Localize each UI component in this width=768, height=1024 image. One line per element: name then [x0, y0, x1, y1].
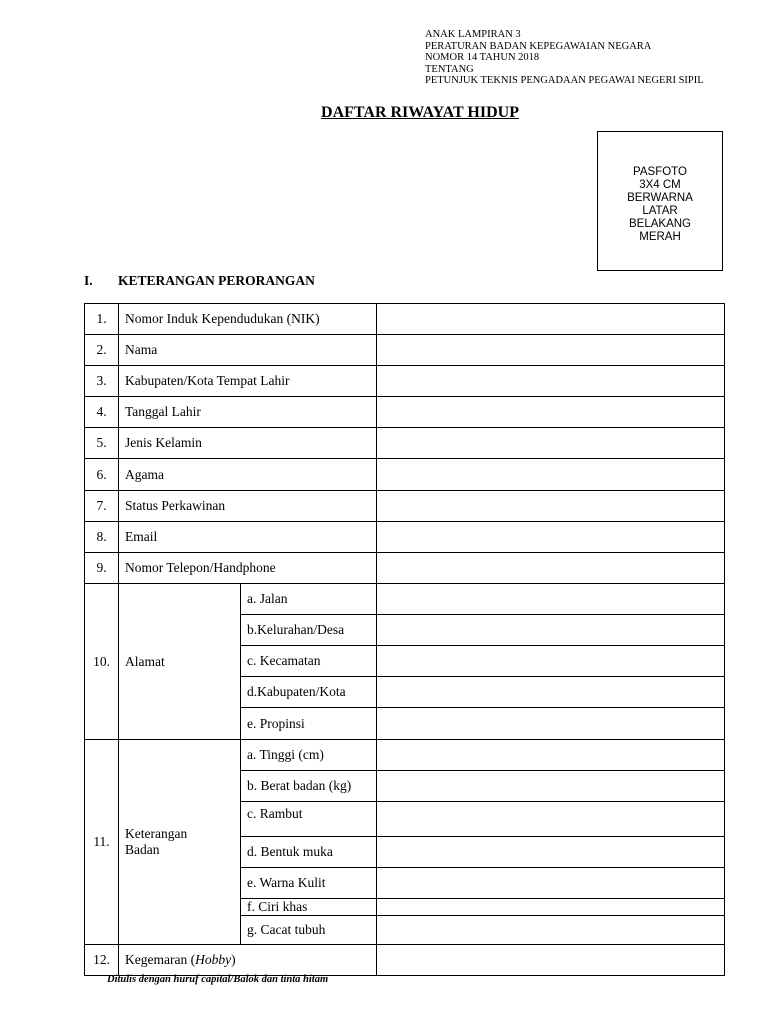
table-row	[85, 459, 725, 491]
row-number: 7.	[85, 491, 119, 522]
photo-text: BERWARNA	[627, 192, 693, 204]
value-field[interactable]	[377, 899, 725, 916]
value-field[interactable]	[377, 304, 725, 335]
table-row	[85, 553, 725, 584]
table-row	[85, 491, 725, 522]
row-label: Jenis Kelamin	[119, 428, 377, 459]
photo-text: PASFOTO	[633, 166, 687, 178]
value-field[interactable]	[377, 916, 725, 945]
sub-label: b. Berat badan (kg)	[241, 771, 377, 802]
sub-label: c. Rambut	[241, 802, 377, 837]
row-number: 8.	[85, 522, 119, 553]
sub-label: g. Cacat tubuh	[241, 916, 377, 945]
value-field[interactable]	[377, 553, 725, 584]
row-number: 4.	[85, 397, 119, 428]
table-row	[85, 304, 725, 335]
row-label	[119, 740, 241, 945]
row-number: 2.	[85, 335, 119, 366]
row-label-text: )	[231, 952, 236, 967]
footer-note: Ditulis dengan huruf capital/Balok dan tinta hitam	[107, 974, 329, 985]
value-field[interactable]	[377, 945, 725, 976]
table-row	[85, 584, 725, 615]
table-row	[85, 366, 725, 397]
row-label	[119, 945, 377, 976]
table-row	[85, 945, 725, 976]
photo-text: 3X4 CM	[639, 179, 681, 191]
page-title: DAFTAR RIWAYAT HIDUP	[321, 104, 519, 121]
sub-label: b.Kelurahan/Desa	[241, 615, 377, 646]
row-label-line: Badan	[125, 842, 160, 857]
photo-text: LATAR	[642, 205, 678, 217]
row-label-text: Kegemaran (	[125, 952, 196, 967]
sub-label: e. Warna Kulit	[241, 868, 377, 899]
sub-label: d.Kabupaten/Kota	[241, 677, 377, 708]
row-number: 3.	[85, 366, 119, 397]
value-field[interactable]	[377, 366, 725, 397]
row-number: 11.	[85, 740, 119, 945]
header-line: ANAK LAMPIRAN 3	[425, 29, 521, 40]
value-field[interactable]	[377, 335, 725, 366]
table-row	[85, 397, 725, 428]
value-field[interactable]	[377, 397, 725, 428]
photo-text: BELAKANG	[629, 218, 691, 230]
section-title: KETERANGAN PERORANGAN	[118, 273, 315, 288]
row-label-italic: Hobby	[195, 952, 232, 967]
value-field[interactable]	[377, 868, 725, 899]
value-field[interactable]	[377, 459, 725, 491]
value-field[interactable]	[377, 522, 725, 553]
row-label: Alamat	[119, 584, 241, 740]
value-field[interactable]	[377, 491, 725, 522]
row-number: 1.	[85, 304, 119, 335]
section-heading	[84, 273, 315, 289]
sub-label: c. Kecamatan	[241, 646, 377, 677]
row-label: Nomor Telepon/Handphone	[119, 553, 377, 584]
value-field[interactable]	[377, 677, 725, 708]
row-number: 10.	[85, 584, 119, 740]
row-number: 5.	[85, 428, 119, 459]
row-number: 12.	[85, 945, 119, 976]
sub-label: f. Ciri khas	[241, 899, 377, 916]
row-number: 6.	[85, 459, 119, 491]
value-field[interactable]	[377, 802, 725, 837]
photo-text: MERAH	[639, 231, 681, 243]
header-line: NOMOR 14 TAHUN 2018	[425, 52, 540, 63]
value-field[interactable]	[377, 708, 725, 740]
value-field[interactable]	[377, 646, 725, 677]
table-row	[85, 740, 725, 771]
row-label-line: Keterangan	[125, 826, 188, 841]
row-label: Kabupaten/Kota Tempat Lahir	[119, 366, 377, 397]
value-field[interactable]	[377, 584, 725, 615]
row-label: Nama	[119, 335, 377, 366]
sub-label: e. Propinsi	[241, 708, 377, 740]
row-number: 9.	[85, 553, 119, 584]
sub-label: d. Bentuk muka	[241, 837, 377, 868]
photo-box	[597, 131, 723, 271]
row-label: Agama	[119, 459, 377, 491]
section-number: I.	[84, 273, 93, 288]
value-field[interactable]	[377, 837, 725, 868]
row-label: Email	[119, 522, 377, 553]
sub-label: a. Tinggi (cm)	[241, 740, 377, 771]
table-row	[85, 522, 725, 553]
table-row	[85, 428, 725, 459]
header-line: TENTANG	[425, 63, 474, 75]
document-header	[425, 29, 704, 87]
table-row	[85, 335, 725, 366]
header-line: PETUNJUK TEKNIS PENGADAAN PEGAWAI NEGERI SIPIL	[425, 75, 704, 86]
row-label: Tanggal Lahir	[119, 397, 377, 428]
row-label: Status Perkawinan	[119, 491, 377, 522]
header-line: PERATURAN BADAN KEPEGAWAIAN NEGARA	[425, 40, 652, 52]
value-field[interactable]	[377, 740, 725, 771]
value-field[interactable]	[377, 428, 725, 459]
sub-label: a. Jalan	[241, 584, 377, 615]
value-field[interactable]	[377, 771, 725, 802]
value-field[interactable]	[377, 615, 725, 646]
personal-info-table	[84, 303, 725, 976]
row-label: Nomor Induk Kependudukan (NIK)	[119, 304, 377, 335]
